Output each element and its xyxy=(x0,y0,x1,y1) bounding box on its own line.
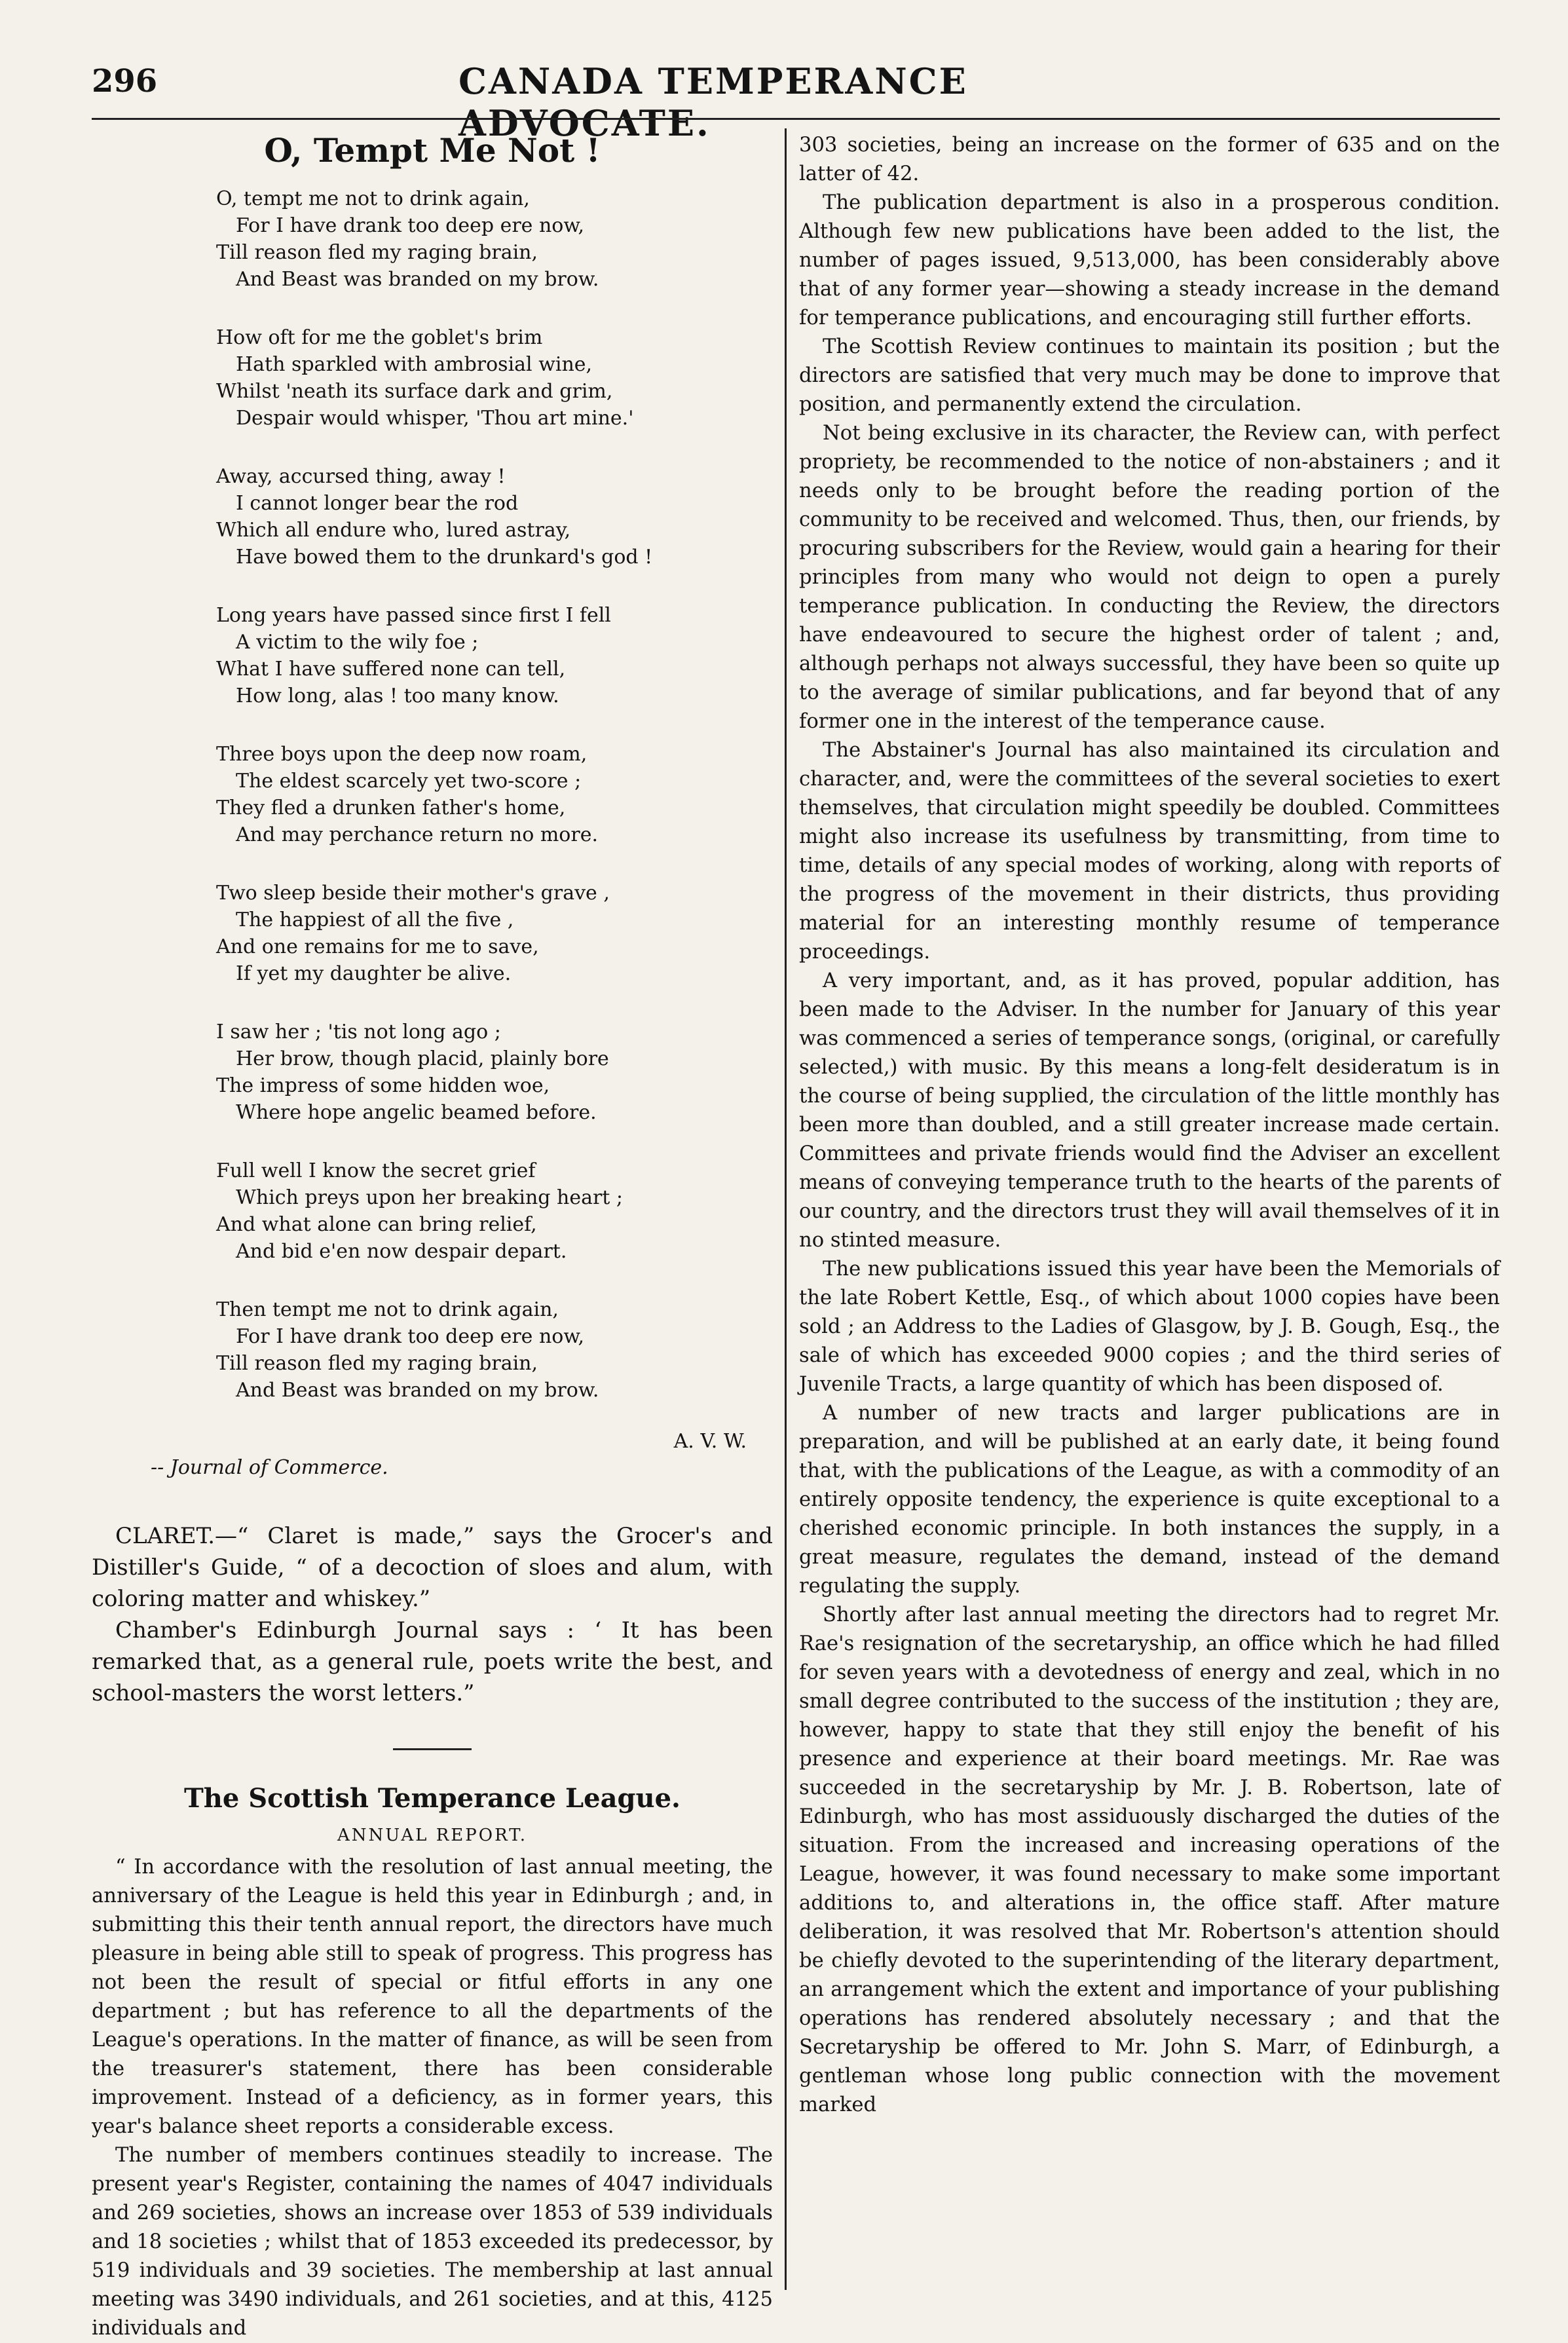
poem-line: If yet my daughter be alive. xyxy=(236,962,512,985)
league-paragraph: 303 societies, being an increase on the former of 635 and on the latter of 42. xyxy=(799,134,1500,185)
left-column xyxy=(92,131,773,2343)
page-number: 296 xyxy=(92,63,158,100)
league-subtitle: ANNUAL REPORT. xyxy=(337,1826,527,1845)
league-paragraph: The Abstainer's Journal has also maintained its circulation and character, and, were the committees of the several societies to exert themselves, that circulation might speedily be doubled. Committees might also increase its usefulness by transmitting, from time to time, details of any special modes of working, along with reports of the progress of the movement in their districts, thus providing material for an interesting monthly resume of temperance proceedings. xyxy=(799,739,1500,964)
chambers-note: Chamber's Edinburgh Journal says : ‘ It has been remarked that, as a general rule, poets write the best, and school-masters the worst letters.” xyxy=(92,1617,773,1706)
poem-line: Where hope angelic beamed before. xyxy=(236,1101,597,1124)
poem-title: O, Tempt Me Not ! xyxy=(264,131,601,170)
poem-line: Till reason fled my raging brain, xyxy=(216,241,538,264)
poem-line: They fled a drunken father's home, xyxy=(216,797,566,819)
column-divider xyxy=(785,128,787,2290)
poem-line: Hath sparkled with ambrosial wine, xyxy=(236,353,593,376)
section-rule xyxy=(393,1748,472,1750)
poem-line: Two sleep beside their mother's grave , xyxy=(216,882,610,905)
poem-line: A victim to the wily foe ; xyxy=(236,631,479,654)
poem-line: I cannot longer bear the rod xyxy=(236,492,519,515)
poem-line: The happiest of all the five , xyxy=(236,909,514,931)
poem-line: For I have drank too deep ere now, xyxy=(236,1325,585,1348)
poem-signature: A. V. W. xyxy=(673,1430,747,1453)
poem-line: O, tempt me not to drink again, xyxy=(216,187,530,210)
poem-line: For I have drank too deep ere now, xyxy=(236,214,585,237)
league-title: The Scottish Temperance League. xyxy=(184,1783,681,1814)
poem-line: And Beast was branded on my brow. xyxy=(236,1379,599,1402)
poem-line: Then tempt me not to drink again, xyxy=(216,1298,559,1321)
league-paragraph: The number of members continues steadily to increase. The present year's Register, containing the names of 4047 individuals and 269 societies, shows an increase over 1853 of 539 individuals and 18 societies ; whilst that of 1853 exceeded its predecessor, by 519 individuals and 39 societies. The membership at last annual meeting was 3490 individuals, and 261 societies, and at this, 4125 individuals and xyxy=(92,2144,773,2340)
poem-line: How oft for me the goblet's brim xyxy=(216,326,543,349)
poem-source: -- Journal of Commerce. xyxy=(151,1456,388,1479)
poem-stanza xyxy=(92,324,773,432)
poem-stanza xyxy=(92,463,773,571)
league-paragraph: “ In accordance with the resolution of last annual meeting, the anniversary of the League is held this year in Edinburgh ; and, in submitting this their tenth annual report, the directors have much pleasure in being able still to speak of progress. This progress has not been the result of special or fitful efforts in any one department ; but has reference to all the departments of the League's operations. In the matter of finance, as will be seen from the treasurer's statement, there has been considerable improvement. Instead of a deficiency, as in former years, this year's balance sheet reports a considerable excess. xyxy=(92,1856,773,2138)
poem-line: And bid e'en now despair depart. xyxy=(236,1240,567,1263)
right-column xyxy=(799,131,1500,2120)
poem-line: Her brow, though placid, plainly bore xyxy=(236,1047,609,1070)
league-paragraph: The new publications issued this year have been the Memorials of the late Robert Kettle, Esq., of which about 1000 copies have been sold ; an Address to the Ladies of Glasgow, by J. B. Gough, Esq., the sale of which has exceeded 9000 copies ; and the third series of Juvenile Tracts, a large quantity of which has been disposed of. xyxy=(799,1258,1500,1396)
poem-line: Which all endure who, lured astray, xyxy=(216,519,571,542)
poem-line: Long years have passed since first I fell xyxy=(216,604,611,627)
poem-line: Which preys upon her breaking heart ; xyxy=(236,1186,624,1209)
poem-line: The eldest scarcely yet two-score ; xyxy=(236,770,582,793)
poem-stanza xyxy=(92,1157,773,1265)
poem-line: Have bowed them to the drunkard's god ! xyxy=(236,546,653,569)
poem-line: And may perchance return no more. xyxy=(236,823,598,846)
poem-stanza xyxy=(92,741,773,848)
claret-note: CLARET.—“ Claret is made,” says the Grocer's and Distiller's Guide, “ of a decoction of sloes and alum, with coloring matter and whiskey.” xyxy=(92,1523,773,1612)
poem-stanza xyxy=(92,185,773,293)
poem-line: Despair would whisper, 'Thou art mine.' xyxy=(236,407,634,430)
poem-line: I saw her ; 'tis not long ago ; xyxy=(216,1021,501,1043)
poem-line: How long, alas ! too many know. xyxy=(236,684,559,707)
league-paragraph: Shortly after last annual meeting the directors had to regret Mr. Rae's resignation of the secretaryship, an office which he had filled for seven years with a devotedness of energy and zeal, which in no small degree contributed to the success of the institution ; they are, however, happy to state that they still enjoy the benefit of his presence and experience at their board meetings. Mr. Rae was succeeded in the secretaryship by Mr. J. B. Robertson, late of Edinburgh, who has most assiduously discharged the duties of the situation. From the increased and increasing operations of the League, however, it was found necessary to make some important additions to, and alterations in, the office staff. After mature deliberation, it was resolved that Mr. Robertson's attention should be chiefly devoted to the superintending of the literary department, an arrangement which the extent and importance of your publishing operations has rendered absolutely necessary ; and that the Secretaryship be offered to Mr. John S. Marr, of Edinburgh, a gentleman whose long public connection with the movement marked xyxy=(799,1603,1500,2116)
poem-body xyxy=(92,185,773,1404)
league-paragraph: Not being exclusive in its character, the Review can, with perfect propriety, be recommended to the notice of non-abstainers ; and it needs only to be brought before the reading portion of the community to be received and welcomed. Thus, then, our friends, by procuring subscribers for the Review, would gain a hearing for their principles from many who would not deign to open a purely temperance publication. In conducting the Review, the directors have endeavoured to secure the highest order of talent ; and, although perhaps not always successful, they have been so quite up to the average of similar publications, and far beyond that of any former one in the interest of the temperance cause. xyxy=(799,422,1500,733)
poem-stanza xyxy=(92,880,773,987)
poem-line: Till reason fled my raging brain, xyxy=(216,1352,538,1375)
masthead-title: CANADA TEMPERANCE ADVOCATE. xyxy=(458,60,968,144)
header-rule xyxy=(92,118,1500,120)
poem-line: The impress of some hidden woe, xyxy=(216,1074,550,1097)
poem-stanza xyxy=(92,1296,773,1404)
poem-line: And one remains for me to save, xyxy=(216,935,539,958)
poem-line: Whilst 'neath its surface dark and grim, xyxy=(216,380,613,403)
poem-line: What I have suffered none can tell, xyxy=(216,658,566,681)
poem-stanza xyxy=(92,602,773,709)
poem-line: Away, accursed thing, away ! xyxy=(216,465,506,488)
league-paragraph: The publication department is also in a prosperous condition. Although few new publications have been added to the list, the number of pages issued, 9,513,000, has been considerably above that of any former year—showing a steady increase in the demand for temperance publications, and encouraging still further efforts. xyxy=(799,191,1500,329)
poem-stanza xyxy=(92,1019,773,1126)
league-paragraph: A number of new tracts and larger publications are in preparation, and will be published at an early date, it being found that, with the publications of the League, as with a commodity of an entirely opposite tendency, the experience is quite exceptional to a cherished economic principle. In both instances the supply, in a great measure, regulates the demand, instead of the demand regulating the supply. xyxy=(799,1402,1500,1598)
league-paragraph: The Scottish Review continues to maintain its position ; but the directors are satisfied that very much may be done to improve that position, and permanently extend the circulation. xyxy=(799,335,1500,416)
poem-line: Three boys upon the deep now roam, xyxy=(216,743,588,766)
poem-line: Full well I know the secret grief xyxy=(216,1159,536,1182)
poem-line: And Beast was branded on my brow. xyxy=(236,268,599,291)
poem-line: And what alone can bring relief, xyxy=(216,1213,537,1236)
league-paragraph: A very important, and, as it has proved, popular addition, has been made to the Adviser. In the number for January of this year was commenced a series of temperance songs, (original, or carefully selected,) with music. By this means a long-felt desideratum is in the course of being supplied, the circulation of the little monthly has been more than doubled, and a still greater increase made certain. Committees and private friends would find the Adviser an excellent means of conveying temperance truth to the hearts of the parents of our country, and the directors trust they will avail themselves of it in no stinted measure. xyxy=(799,969,1500,1252)
